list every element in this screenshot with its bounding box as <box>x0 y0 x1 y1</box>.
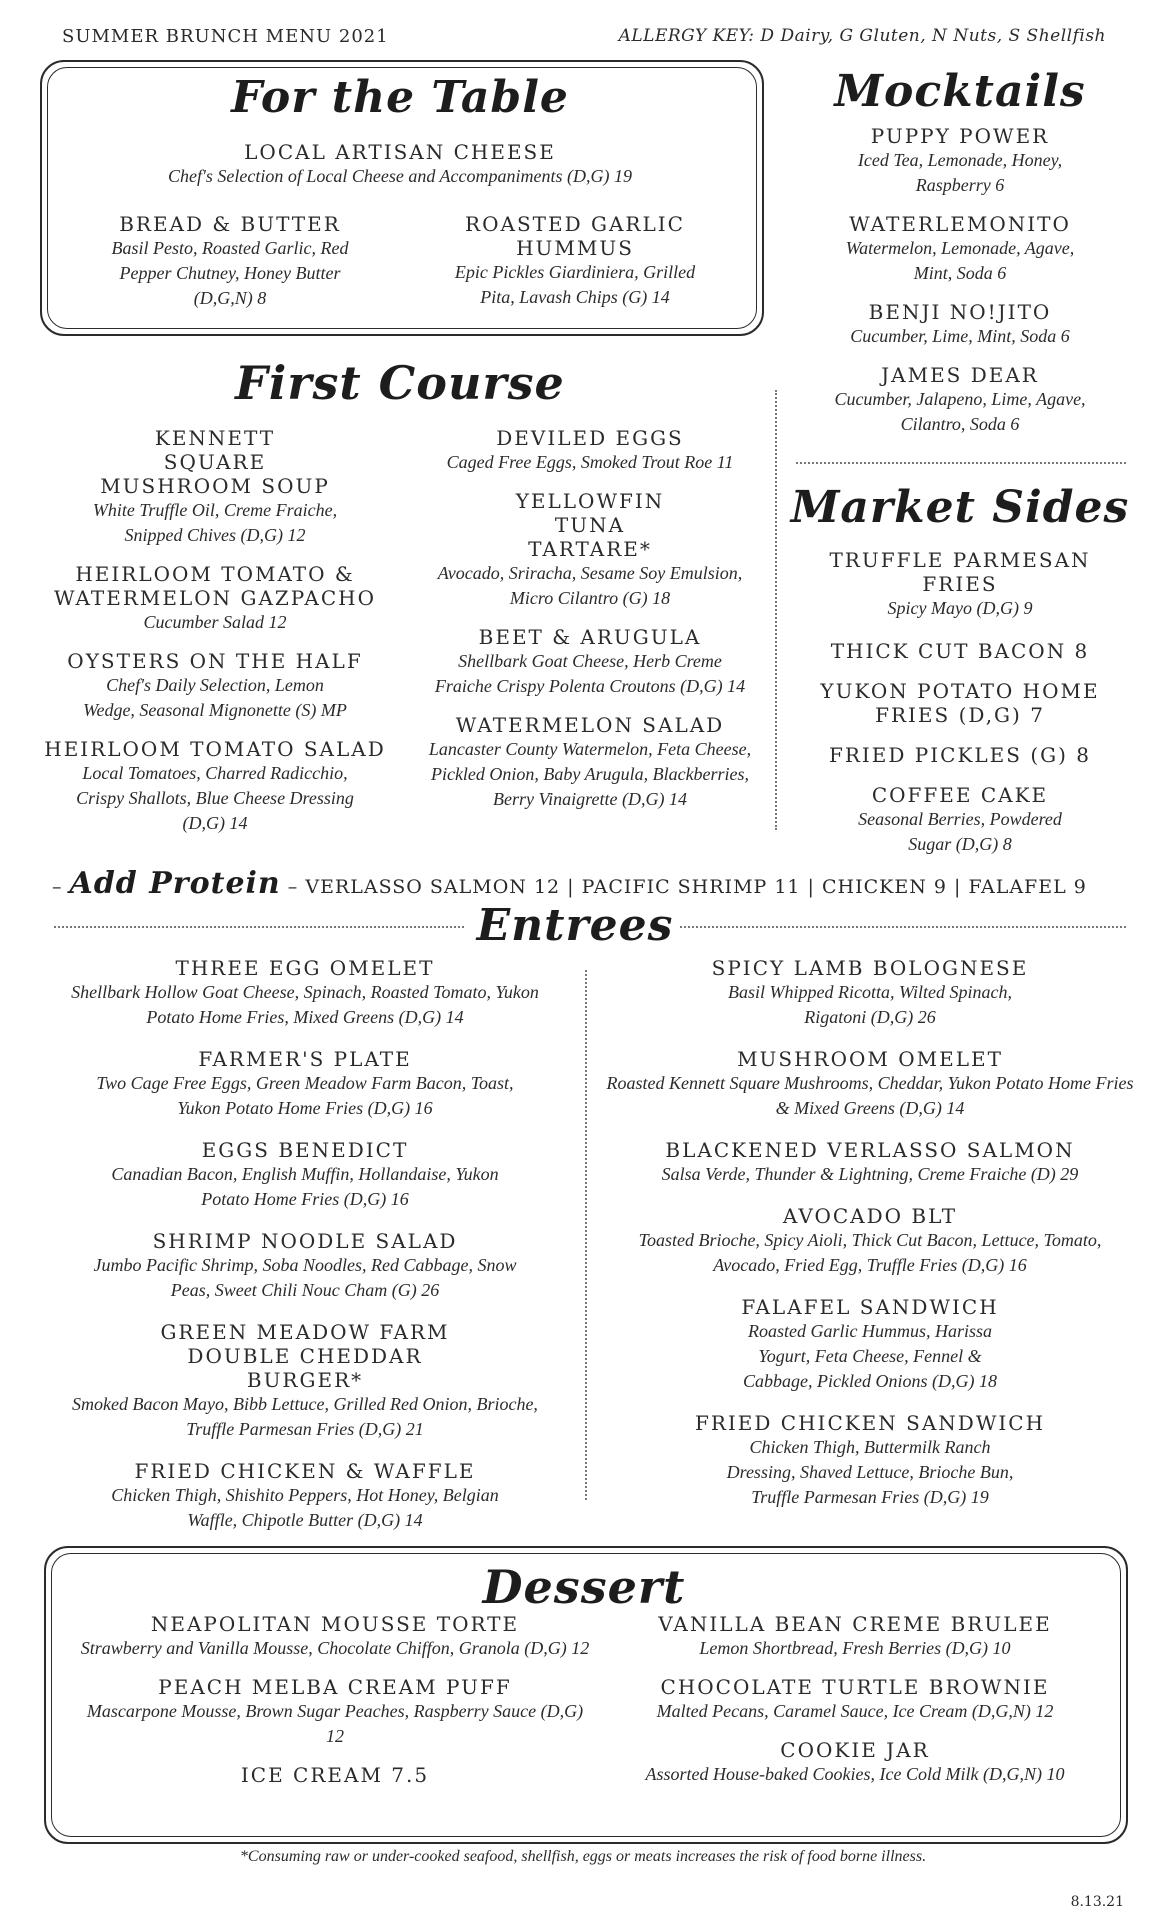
for-the-table-heading: For the Table <box>231 72 569 123</box>
item-name: OYSTERS ON THE HALF <box>67 649 363 673</box>
menu-item <box>410 426 770 475</box>
item-description: Lancaster County Watermelon, Feta Cheese, Pickled Onion, Baby Arugula, Blackberries, Berry Vinaigrette (D,G) 14 <box>428 739 752 809</box>
item-description: Caged Free Eggs, Smoked Trout Roe 11 <box>446 452 734 472</box>
dessert-right-column <box>610 1612 1100 1787</box>
item-description: Shellbark Hollow Goat Cheese, Spinach, Roasted Tomato, Yukon Potato Home Fries, Mixed Greens (D,G) 14 <box>71 982 539 1027</box>
item-description: Iced Tea, Lemonade, Honey, Raspberry 6 <box>857 150 1063 195</box>
menu-item <box>405 212 745 310</box>
menu-item <box>795 212 1125 286</box>
item-name: HEIRLOOM TOMATO SALAD <box>44 737 386 761</box>
item-description: Canadian Bacon, English Muffin, Hollandaise, Yukon Potato Home Fries (D,G) 16 <box>111 1164 499 1209</box>
menu-item <box>40 426 390 548</box>
menu-item <box>40 1320 570 1442</box>
item-description: Jumbo Pacific Shrimp, Soba Noodles, Red Cabbage, Snow Peas, Sweet Chili Nouc Cham (G) 26 <box>93 1255 517 1300</box>
menu-item <box>80 1763 590 1787</box>
dash: – <box>52 876 70 898</box>
item-name: SHRIMP NOODLE SALAD <box>152 1229 458 1253</box>
item-name: VANILLA BEAN CREME BRULEE <box>658 1612 1052 1636</box>
add-protein-label: Add Protein <box>69 866 281 901</box>
dash: – <box>287 876 306 898</box>
item-description: Two Cage Free Eggs, Green Meadow Farm Bacon, Toast, Yukon Potato Home Fries (D,G) 16 <box>96 1073 514 1118</box>
item-name: YUKON POTATO HOME FRIES (D,G) 7 <box>820 679 1100 727</box>
item-description: Strawberry and Vanilla Mousse, Chocolate Chiffon, Granola (D,G) 12 <box>80 1638 590 1658</box>
item-name: HEIRLOOM TOMATO & WATERMELON GAZPACHO <box>53 562 377 610</box>
item-description: Cucumber, Lime, Mint, Soda 6 <box>850 326 1070 346</box>
menu-item <box>40 649 390 723</box>
item-name: TRUFFLE PARMESAN FRIES <box>829 548 1091 596</box>
item-name: PUPPY POWER <box>870 124 1050 148</box>
item-name: FRIED CHICKEN SANDWICH <box>694 1411 1046 1435</box>
section-divider <box>680 926 1126 928</box>
menu-item <box>40 737 390 836</box>
menu-item <box>80 1675 590 1749</box>
item-description: Lemon Shortbread, Fresh Berries (D,G) 10 <box>699 1638 1011 1658</box>
menu-item <box>600 1047 1140 1121</box>
item-description: Avocado, Sriracha, Sesame Soy Emulsion, Micro Cilantro (G) 18 <box>437 563 743 608</box>
item-description: Basil Whipped Ricotta, Wilted Spinach, Rigatoni (D,G) 26 <box>728 982 1012 1027</box>
first-course-left-column <box>40 426 390 836</box>
menu-title: SUMMER BRUNCH MENU 2021 <box>62 26 389 47</box>
menu-item <box>795 548 1125 621</box>
mocktails-heading: Mocktails <box>834 66 1086 117</box>
item-name: THICK CUT BACON 8 <box>830 639 1090 663</box>
item-description: Basil Pesto, Roasted Garlic, Red Pepper Chutney, Honey Butter (D,G,N) 8 <box>111 238 349 308</box>
menu-item <box>410 713 770 812</box>
item-name: MUSHROOM OMELET <box>737 1047 1003 1071</box>
item-description: Epic Pickles Giardiniera, Grilled Pita, Lavash Chips (G) 14 <box>454 262 696 307</box>
section-divider <box>796 462 1126 464</box>
item-description: Watermelon, Lemonade, Agave, Mint, Soda 6 <box>845 238 1075 283</box>
item-name: FRIED PICKLES (G) 8 <box>828 743 1092 767</box>
item-description: Chicken Thigh, Buttermilk Ranch Dressing, Shaved Lettuce, Brioche Bun, Truffle Parmesan Fries (D,G) 19 <box>726 1437 1014 1507</box>
menu-item <box>40 1229 570 1303</box>
menu-item <box>40 562 390 635</box>
item-name: WATERLEMONITO <box>849 212 1071 236</box>
menu-item <box>610 1675 1100 1724</box>
menu-item <box>40 1047 570 1121</box>
menu-item <box>40 1459 570 1533</box>
menu-item <box>600 1204 1140 1278</box>
item-description: Local Tomatoes, Charred Radicchio, Crispy Shallots, Blue Cheese Dressing (D,G) 14 <box>76 763 354 833</box>
menu-item <box>795 639 1125 663</box>
item-description: Chicken Thigh, Shishito Peppers, Hot Honey, Belgian Waffle, Chipotle Butter (D,G) 14 <box>111 1485 499 1530</box>
menu-item <box>600 1138 1140 1187</box>
item-name: LOCAL ARTISAN CHEESE <box>244 140 556 164</box>
item-name: THREE EGG OMELET <box>175 956 435 980</box>
market-sides-heading: Market Sides <box>790 482 1130 533</box>
item-name: ROASTED GARLIC HUMMUS <box>465 212 685 260</box>
column-divider <box>585 970 587 1500</box>
disclaimer: *Consuming raw or under-cooked seafood, shellfish, eggs or meats increases the risk of food borne illness. <box>239 1848 927 1865</box>
first-course-heading: First Course <box>235 356 565 410</box>
item-name: WATERMELON SALAD <box>455 713 725 737</box>
menu-item <box>795 124 1125 198</box>
item-description: Spicy Mayo (D,G) 9 <box>887 598 1033 618</box>
item-name: KENNETT SQUARE MUSHROOM SOUP <box>100 426 330 498</box>
mocktails-list <box>795 124 1125 437</box>
column-divider <box>775 390 777 830</box>
item-name: BREAD & BUTTER <box>119 212 341 236</box>
menu-item <box>110 212 350 311</box>
menu-item <box>795 679 1125 727</box>
item-description: Salsa Verde, Thunder & Lightning, Creme Fraiche (D) 29 <box>661 1164 1079 1184</box>
print-date: 8.13.21 <box>1070 1894 1124 1910</box>
menu-item <box>795 743 1125 767</box>
item-name: JAMES DEAR <box>881 363 1039 387</box>
menu-item <box>40 1138 570 1212</box>
menu-item <box>40 140 760 189</box>
item-description: Mascarpone Mousse, Brown Sugar Peaches, Raspberry Sauce (D,G) 12 <box>86 1701 584 1746</box>
item-description: Seasonal Berries, Powdered Sugar (D,G) 8 <box>858 809 1062 854</box>
item-description: Shellbark Goat Cheese, Herb Creme Fraiche Crispy Polenta Croutons (D,G) 14 <box>434 651 746 696</box>
item-name: BEET & ARUGULA <box>478 625 702 649</box>
first-course-right-column <box>410 426 770 812</box>
item-description: Malted Pecans, Caramel Sauce, Ice Cream (D,G,N) 12 <box>656 1701 1054 1721</box>
menu-item <box>80 1612 590 1661</box>
menu-item <box>600 1411 1140 1510</box>
add-protein-options: VERLASSO SALMON 12 | PACIFIC SHRIMP 11 | CHICKEN 9 | FALAFEL 9 <box>305 876 1087 898</box>
add-protein-row <box>52 866 1132 901</box>
menu-item <box>795 783 1125 857</box>
menu-item <box>610 1738 1100 1787</box>
item-name: DEVILED EGGS <box>496 426 684 450</box>
menu-item <box>795 363 1125 437</box>
item-description: Cucumber, Jalapeno, Lime, Agave, Cilantro, Soda 6 <box>834 389 1086 434</box>
item-name: PEACH MELBA CREAM PUFF <box>158 1675 512 1699</box>
menu-item <box>600 956 1140 1030</box>
item-name: EGGS BENEDICT <box>201 1138 409 1162</box>
entrees-right-column <box>600 956 1140 1510</box>
menu-item <box>795 300 1125 349</box>
item-description: Assorted House-baked Cookies, Ice Cold Milk (D,G,N) 10 <box>645 1764 1065 1784</box>
item-name: BLACKENED VERLASSO SALMON <box>665 1138 1075 1162</box>
item-name: CHOCOLATE TURTLE BROWNIE <box>660 1675 1050 1699</box>
item-name: YELLOWFIN TUNA TARTARE* <box>515 489 665 561</box>
item-name: FARMER'S PLATE <box>198 1047 412 1071</box>
menu-item <box>410 625 770 699</box>
item-name: AVOCADO BLT <box>782 1204 958 1228</box>
item-name: GREEN MEADOW FARM DOUBLE CHEDDAR BURGER* <box>160 1320 450 1392</box>
item-name: BENJI NO!JITO <box>868 300 1052 324</box>
dessert-left-column <box>80 1612 590 1787</box>
allergy-key: ALLERGY KEY: D Dairy, G Gluten, N Nuts, S Shellfish <box>618 26 1106 46</box>
item-name: NEAPOLITAN MOUSSE TORTE <box>150 1612 520 1636</box>
item-description: Chef's Selection of Local Cheese and Accompaniments (D,G) 19 <box>168 166 632 186</box>
item-name: ICE CREAM 7.5 <box>240 1763 430 1787</box>
item-name: COOKIE JAR <box>780 1738 930 1762</box>
item-description: Roasted Garlic Hummus, Harissa Yogurt, Feta Cheese, Fennel & Cabbage, Pickled Onions (D,G) 18 <box>743 1321 997 1391</box>
item-description: White Truffle Oil, Creme Fraiche, Snipped Chives (D,G) 12 <box>92 500 338 545</box>
item-name: SPICY LAMB BOLOGNESE <box>711 956 1029 980</box>
item-name: FALAFEL SANDWICH <box>741 1295 999 1319</box>
entrees-heading: Entrees <box>476 900 674 951</box>
item-description: Smoked Bacon Mayo, Bibb Lettuce, Grilled Red Onion, Brioche, Truffle Parmesan Fries (D,G) 21 <box>72 1394 538 1439</box>
item-description: Roasted Kennett Square Mushrooms, Cheddar, Yukon Potato Home Fries & Mixed Greens (D,G) 14 <box>606 1073 1134 1118</box>
entrees-left-column <box>40 956 570 1533</box>
item-description: Cucumber Salad 12 <box>143 612 287 632</box>
item-name: COFFEE CAKE <box>871 783 1049 807</box>
menu-item <box>410 489 770 611</box>
item-name: FRIED CHICKEN & WAFFLE <box>134 1459 476 1483</box>
menu-item <box>610 1612 1100 1661</box>
menu-item <box>40 956 570 1030</box>
item-description: Toasted Brioche, Spicy Aioli, Thick Cut Bacon, Lettuce, Tomato, Avocado, Fried Egg, Truffle Fries (D,G) 16 <box>638 1230 1102 1275</box>
market-sides-list <box>795 548 1125 857</box>
item-description: Chef's Daily Selection, Lemon Wedge, Seasonal Mignonette (S) MP <box>83 675 347 720</box>
menu-item <box>600 1295 1140 1394</box>
section-divider <box>54 926 464 928</box>
dessert-heading: Dessert <box>482 1560 686 1614</box>
